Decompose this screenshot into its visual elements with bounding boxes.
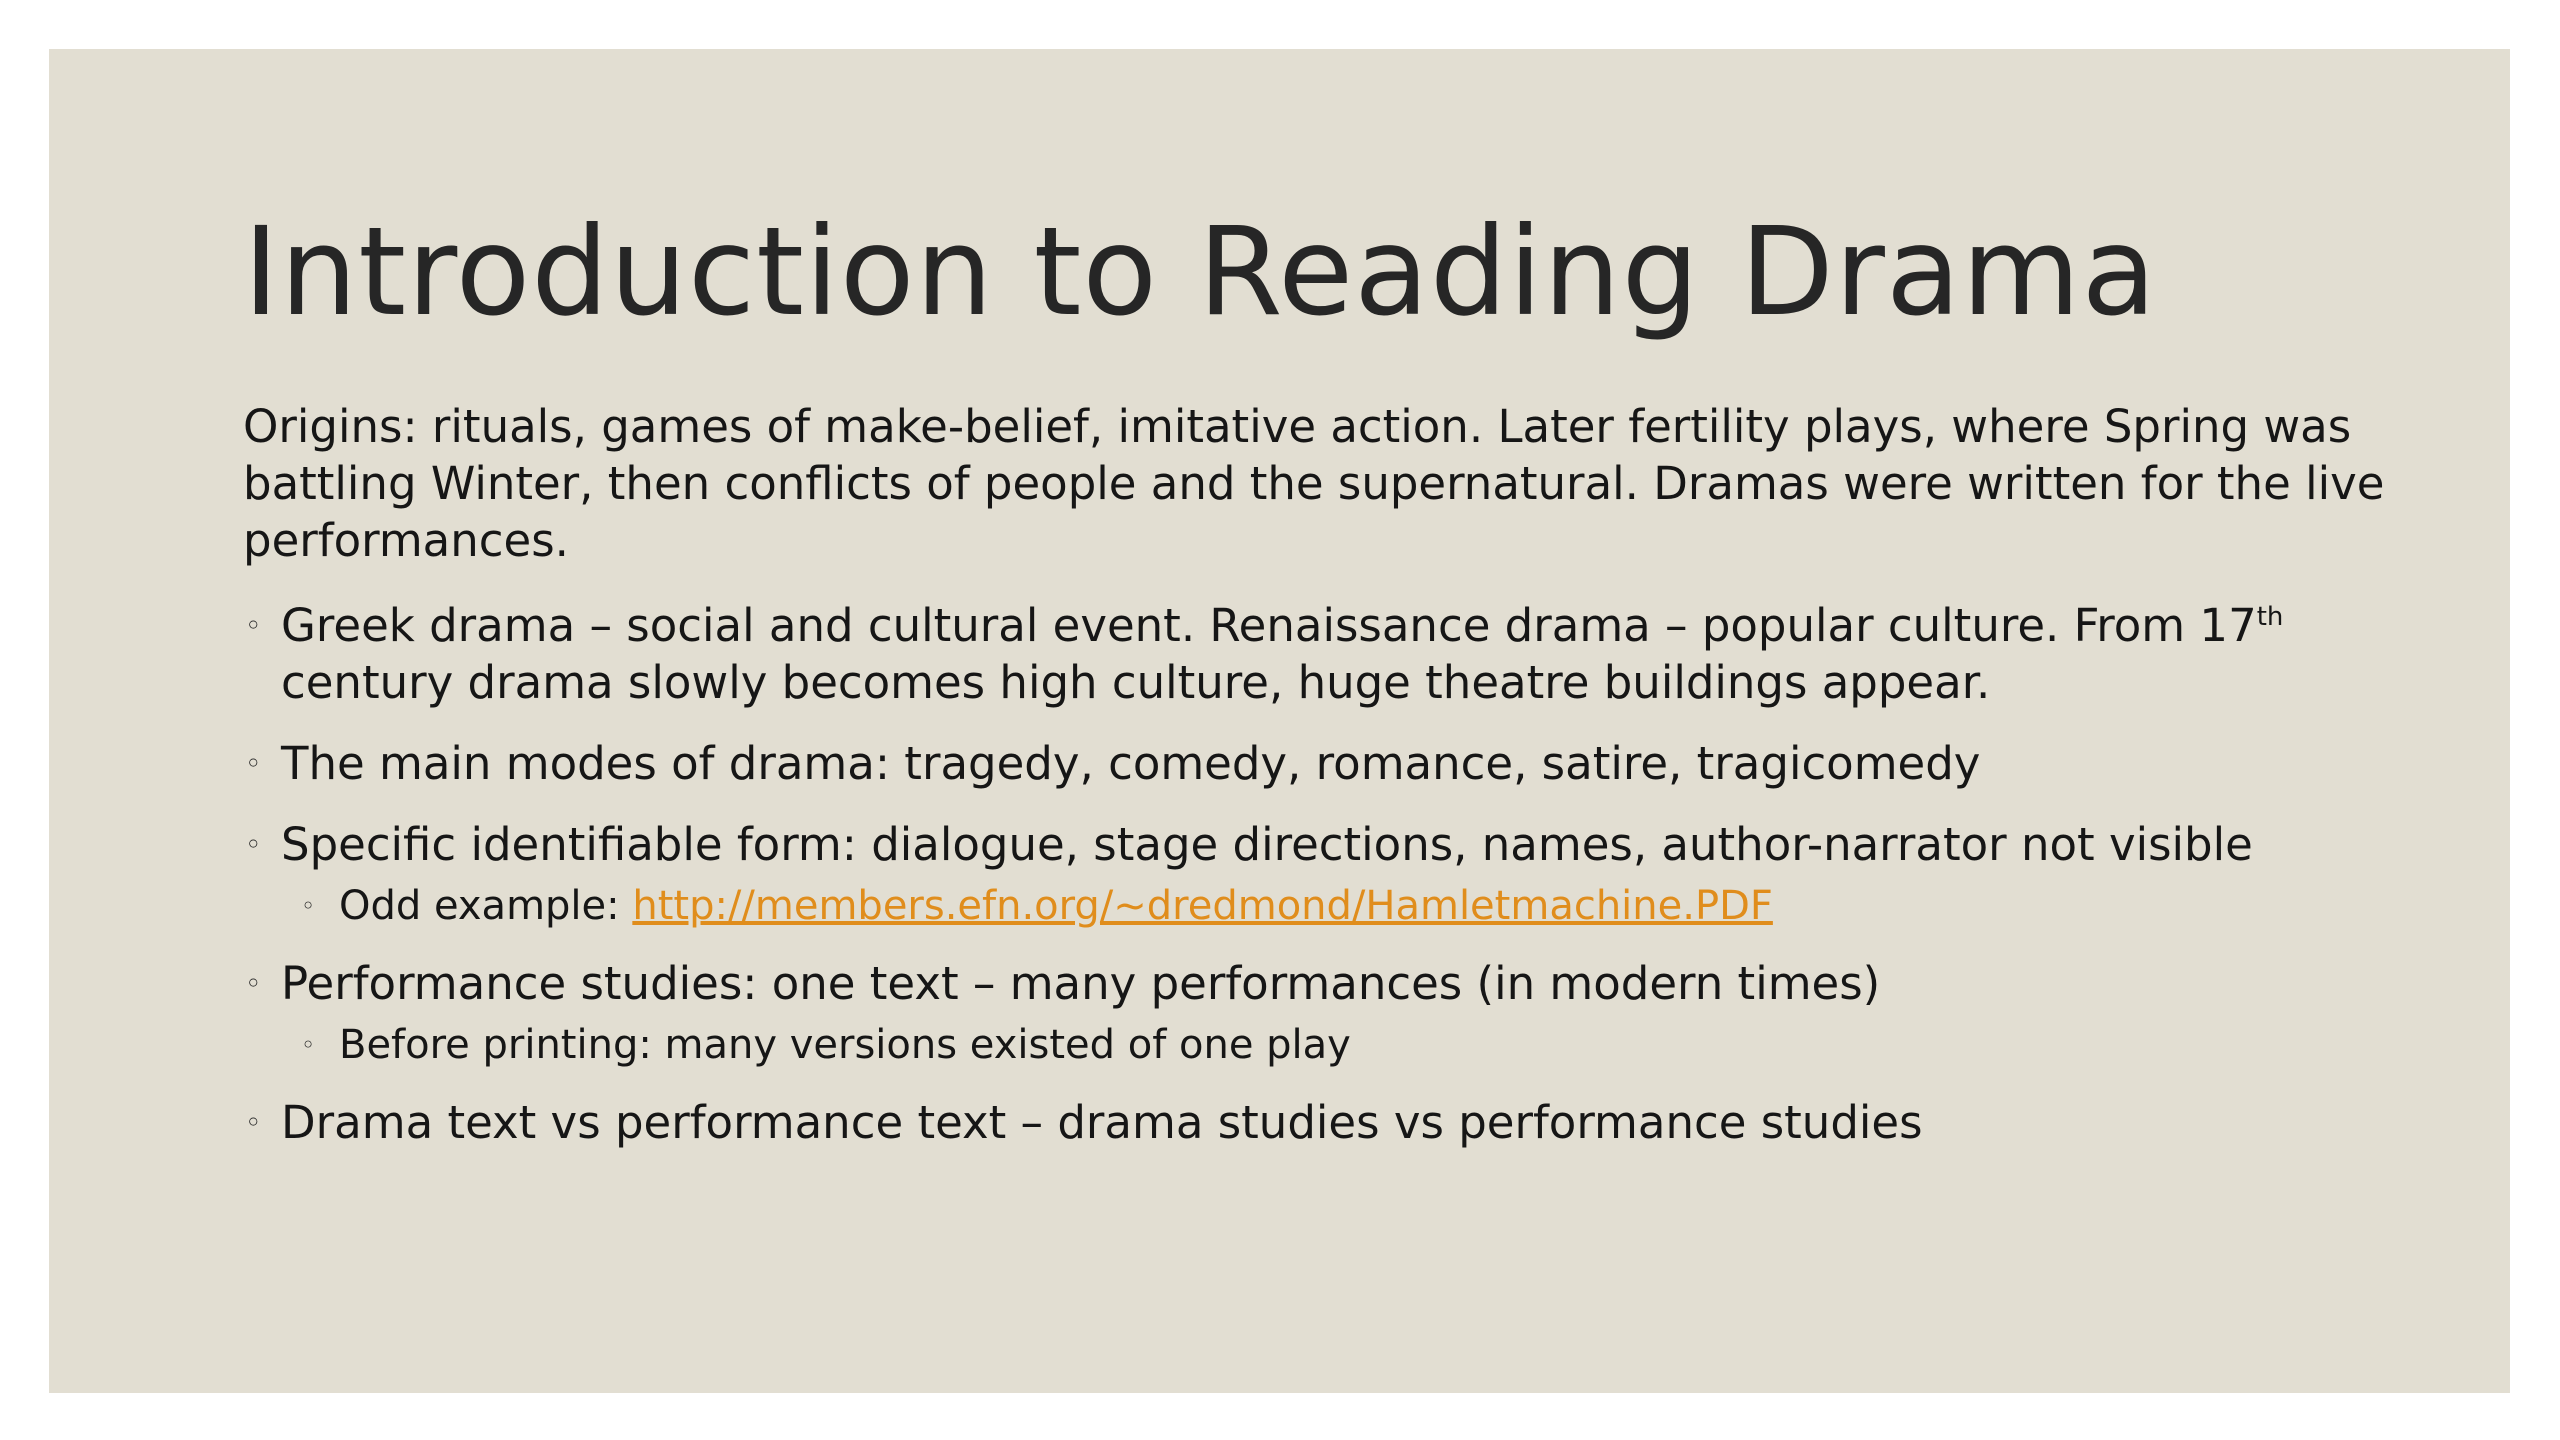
bullet-list	[243, 597, 2393, 1151]
bullet-item-greek-drama	[243, 597, 2393, 711]
bullet-text-continued: century drama slowly becomes high culture, huge theatre buildings appear.	[281, 656, 1991, 709]
bullet-icon: ◦	[245, 967, 262, 1000]
bullet-text: Specific identifiable form: dialogue, stage directions, names, author-narrator not visible	[281, 818, 2253, 871]
slide-body	[243, 398, 2393, 1175]
superscript: th	[2256, 602, 2284, 632]
sub-bullet-text: Before printing: many versions existed of one play	[339, 1022, 1351, 1068]
bullet-text: Greek drama – social and cultural event. Renaissance drama – popular culture. From 17	[281, 599, 2257, 652]
bullet-item-drama-vs-performance	[243, 1094, 2393, 1151]
bullet-text: The main modes of drama: tragedy, comedy, romance, satire, tragicomedy	[281, 737, 1981, 790]
sub-bullet-item-before-printing	[281, 1020, 2393, 1070]
bullet-item-modes	[243, 735, 2393, 792]
bullet-text: Performance studies: one text – many performances (in modern times)	[281, 957, 1881, 1010]
bullet-item-form	[243, 816, 2393, 931]
bullet-text: Drama text vs performance text – drama studies vs performance studies	[281, 1096, 1923, 1149]
sub-bullet-label: Odd example:	[339, 883, 633, 929]
hamletmachine-link[interactable]: http://members.efn.org/~dredmond/Hamletmachine.PDF	[632, 883, 1773, 929]
sub-bullet-icon: ◦	[301, 892, 316, 920]
sub-bullet-list	[281, 881, 2393, 931]
slide-title: Introduction to Reading Drama	[243, 201, 2158, 343]
bullet-item-performance-studies	[243, 955, 2393, 1070]
bullet-icon: ◦	[245, 828, 262, 861]
sub-bullet-list	[281, 1020, 2393, 1070]
sub-bullet-icon: ◦	[301, 1031, 316, 1059]
bullet-icon: ◦	[245, 747, 262, 780]
bullet-icon: ◦	[245, 1106, 262, 1139]
intro-paragraph: Origins: rituals, games of make-belief, imitative action. Later fertility plays, where Spring was battling Winter, then conflicts of people and the supernatural. Dramas were written for the live performances.	[243, 400, 2385, 567]
bullet-icon: ◦	[245, 609, 262, 642]
sub-bullet-item-odd-example	[281, 881, 2393, 931]
slide	[49, 49, 2510, 1393]
